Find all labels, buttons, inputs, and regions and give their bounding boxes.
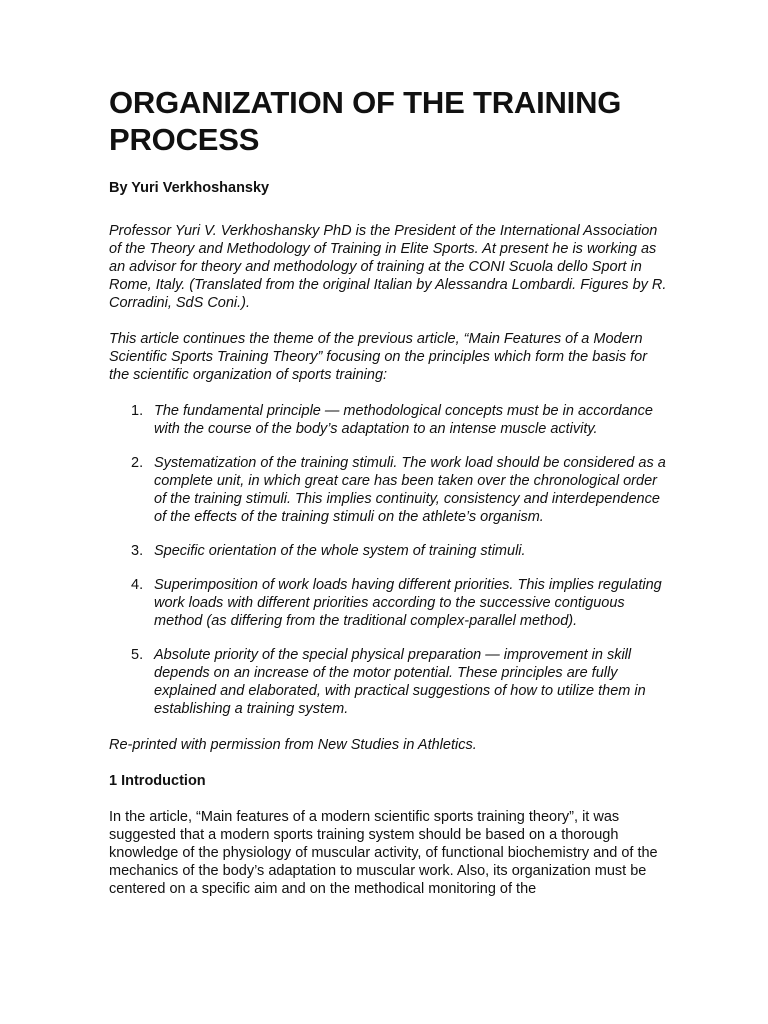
list-item-text: Superimposition of work loads having different priorities. This implies regulating work loads with different priorities according to the successive contiguous method (as differing from the traditional complex-parallel method). [154,577,662,629]
reprint-note: Re-printed with permission from New Studies in Athletics. [109,737,477,753]
section-body: In the article, “Main features of a modern scientific sports training theory”, it was suggested that a modern sports training system should be based on a thorough knowledge of the physiology of muscular activity, of functional biochemistry and of the mechanics of the body’s adaptation to muscular work. Also, its organization must be centered on a specific aim and on the methodical monitoring of the [109,809,658,897]
list-item [109,576,669,630]
list-item [109,646,669,718]
section-heading: 1 Introduction [109,773,206,789]
list-item-number: 5. [131,647,144,663]
list-item [109,402,669,438]
intro-paragraph: This article continues the theme of the previous article, “Main Features of a Modern Scientific Sports Training Theory” focusing on the principles which form the basis for the scientific organization of sports training: [109,331,648,383]
document-page [109,84,669,898]
author-byline: By Yuri Verkhoshansky [109,180,270,196]
list-item-number: 3. [131,543,144,559]
list-item-text: Systematization of the training stimuli. The work load should be considered as a complete unit, in which great care has been taken over the chronological order of the training stimuli. This implies continuity, consistency and interdependence of the effects of the training stimuli on the athlete’s organism. [154,455,666,525]
list-item-text: Absolute priority of the special physical preparation — improvement in skill depends on an increase of the motor potential. These principles are fully explained and elaborated, with practical suggestions of how to utilize them in establishing a training system. [154,647,646,717]
list-item-number: 1. [131,403,144,419]
list-item [109,542,669,560]
list-item [109,454,669,526]
principles-list [109,402,669,718]
list-item-text: Specific orientation of the whole system of training stimuli. [154,543,526,559]
document-title: ORGANIZATION OF THE TRAINING PROCESS [109,85,622,157]
list-item-number: 4. [131,577,144,593]
list-item-number: 2. [131,455,144,471]
list-item-text: The fundamental principle — methodological concepts must be in accordance with the course of the body’s adaptation to an intense muscle activity. [154,403,653,437]
author-bio: Professor Yuri V. Verkhoshansky PhD is the President of the International Association of the Theory and Methodology of Training in Elite Sports. At present he is working as an advisor for theory and methodology of training at the CONI Scuola dello Sport in Rome, Italy. (Translated from the original Italian by Alessandra Lombardi. Figures by R. Corradini, SdS Coni.). [109,223,667,311]
